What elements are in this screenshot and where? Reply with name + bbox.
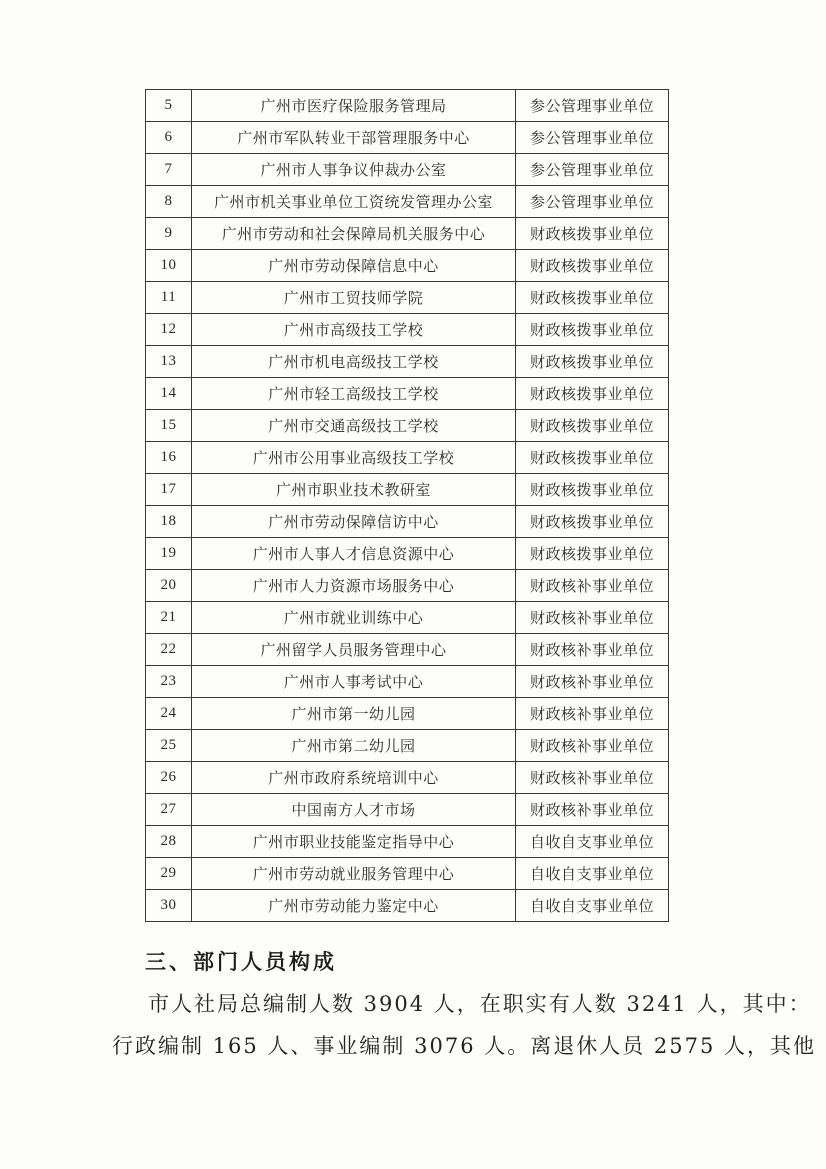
table-row: [146, 538, 669, 570]
unit-table-body: [146, 90, 669, 922]
table-row: [146, 666, 669, 698]
unit-name: 广州市人事考试中心: [192, 666, 516, 698]
unit-type: 财政核补事业单位: [516, 762, 669, 794]
row-number: 19: [146, 538, 192, 570]
unit-type: 财政核补事业单位: [516, 698, 669, 730]
table-row: [146, 762, 669, 794]
table-row: [146, 858, 669, 890]
unit-name: 广州市人事争议仲裁办公室: [192, 154, 516, 186]
row-number: 6: [146, 122, 192, 154]
unit-name: 广州市人事人才信息资源中心: [192, 538, 516, 570]
unit-type: 财政核补事业单位: [516, 602, 669, 634]
row-number: 21: [146, 602, 192, 634]
unit-type: 自收自支事业单位: [516, 890, 669, 922]
table-row: [146, 634, 669, 666]
unit-type: 财政核补事业单位: [516, 794, 669, 826]
row-number: 25: [146, 730, 192, 762]
row-number: 18: [146, 506, 192, 538]
row-number: 20: [146, 570, 192, 602]
unit-name: 广州市劳动和社会保障局机关服务中心: [192, 218, 516, 250]
table-row: [146, 794, 669, 826]
row-number: 11: [146, 282, 192, 314]
table-row: [146, 474, 669, 506]
unit-type: 财政核补事业单位: [516, 570, 669, 602]
table-row: [146, 698, 669, 730]
unit-name: 广州市劳动保障信息中心: [192, 250, 516, 282]
unit-type: 财政核补事业单位: [516, 666, 669, 698]
table-row: [146, 826, 669, 858]
row-number: 30: [146, 890, 192, 922]
unit-name: 广州市职业技术教研室: [192, 474, 516, 506]
table-row: [146, 442, 669, 474]
row-number: 5: [146, 90, 192, 122]
unit-type: 财政核补事业单位: [516, 730, 669, 762]
unit-name: 广州市就业训练中心: [192, 602, 516, 634]
unit-name: 广州市人力资源市场服务中心: [192, 570, 516, 602]
row-number: 24: [146, 698, 192, 730]
table-row: [146, 570, 669, 602]
table-row: [146, 218, 669, 250]
table-row: [146, 186, 669, 218]
row-number: 9: [146, 218, 192, 250]
unit-type: 参公管理事业单位: [516, 186, 669, 218]
table-row: [146, 314, 669, 346]
unit-name: 中国南方人才市场: [192, 794, 516, 826]
unit-type: 财政核拨事业单位: [516, 378, 669, 410]
unit-name: 广州市政府系统培训中心: [192, 762, 516, 794]
row-number: 12: [146, 314, 192, 346]
unit-name: 广州市机关事业单位工资统发管理办公室: [192, 186, 516, 218]
row-number: 10: [146, 250, 192, 282]
unit-name: 广州市医疗保险服务管理局: [192, 90, 516, 122]
row-number: 8: [146, 186, 192, 218]
staff-paragraph-line-2: 行政编制 165 人、事业编制 3076 人。离退休人员 2575 人，其他: [112, 1034, 817, 1058]
unit-name: 广州市高级技工学校: [192, 314, 516, 346]
unit-type: 财政核拨事业单位: [516, 314, 669, 346]
row-number: 23: [146, 666, 192, 698]
unit-type: 自收自支事业单位: [516, 826, 669, 858]
unit-name: 广州市劳动保障信访中心: [192, 506, 516, 538]
unit-type: 财政核拨事业单位: [516, 410, 669, 442]
row-number: 26: [146, 762, 192, 794]
row-number: 7: [146, 154, 192, 186]
row-number: 15: [146, 410, 192, 442]
unit-table: [145, 89, 669, 922]
table-row: [146, 122, 669, 154]
row-number: 22: [146, 634, 192, 666]
unit-type: 财政核拨事业单位: [516, 282, 669, 314]
unit-type: 自收自支事业单位: [516, 858, 669, 890]
table-row: [146, 346, 669, 378]
table-row: [146, 282, 669, 314]
unit-type: 财政核补事业单位: [516, 634, 669, 666]
unit-name: 广州市公用事业高级技工学校: [192, 442, 516, 474]
unit-name: 广州市第二幼儿园: [192, 730, 516, 762]
row-number: 13: [146, 346, 192, 378]
table-row: [146, 154, 669, 186]
unit-type: 参公管理事业单位: [516, 154, 669, 186]
unit-name: 广州市军队转业干部管理服务中心: [192, 122, 516, 154]
table-row: [146, 730, 669, 762]
unit-type: 参公管理事业单位: [516, 90, 669, 122]
unit-type: 财政核拨事业单位: [516, 250, 669, 282]
table-row: [146, 90, 669, 122]
unit-type: 财政核拨事业单位: [516, 346, 669, 378]
unit-name: 广州市职业技能鉴定指导中心: [192, 826, 516, 858]
unit-name: 广州市劳动能力鉴定中心: [192, 890, 516, 922]
staff-paragraph-line-1: 市人社局总编制人数 3904 人，在职实有人数 3241 人，其中：: [148, 992, 812, 1016]
unit-type: 财政核拨事业单位: [516, 442, 669, 474]
table-row: [146, 890, 669, 922]
row-number: 16: [146, 442, 192, 474]
row-number: 28: [146, 826, 192, 858]
table-row: [146, 250, 669, 282]
table-row: [146, 410, 669, 442]
row-number: 29: [146, 858, 192, 890]
unit-type: 财政核拨事业单位: [516, 474, 669, 506]
unit-type: 财政核拨事业单位: [516, 538, 669, 570]
unit-type: 参公管理事业单位: [516, 122, 669, 154]
row-number: 27: [146, 794, 192, 826]
row-number: 17: [146, 474, 192, 506]
table-row: [146, 378, 669, 410]
unit-name: 广州市劳动就业服务管理中心: [192, 858, 516, 890]
table-row: [146, 506, 669, 538]
unit-name: 广州市第一幼儿园: [192, 698, 516, 730]
unit-type: 财政核拨事业单位: [516, 218, 669, 250]
table-row: [146, 602, 669, 634]
unit-name: 广州市工贸技师学院: [192, 282, 516, 314]
row-number: 14: [146, 378, 192, 410]
unit-name: 广州市交通高级技工学校: [192, 410, 516, 442]
unit-type: 财政核拨事业单位: [516, 506, 669, 538]
unit-name: 广州市轻工高级技工学校: [192, 378, 516, 410]
section-heading: 三、部门人员构成: [145, 950, 337, 974]
unit-name: 广州市机电高级技工学校: [192, 346, 516, 378]
unit-name: 广州留学人员服务管理中心: [192, 634, 516, 666]
